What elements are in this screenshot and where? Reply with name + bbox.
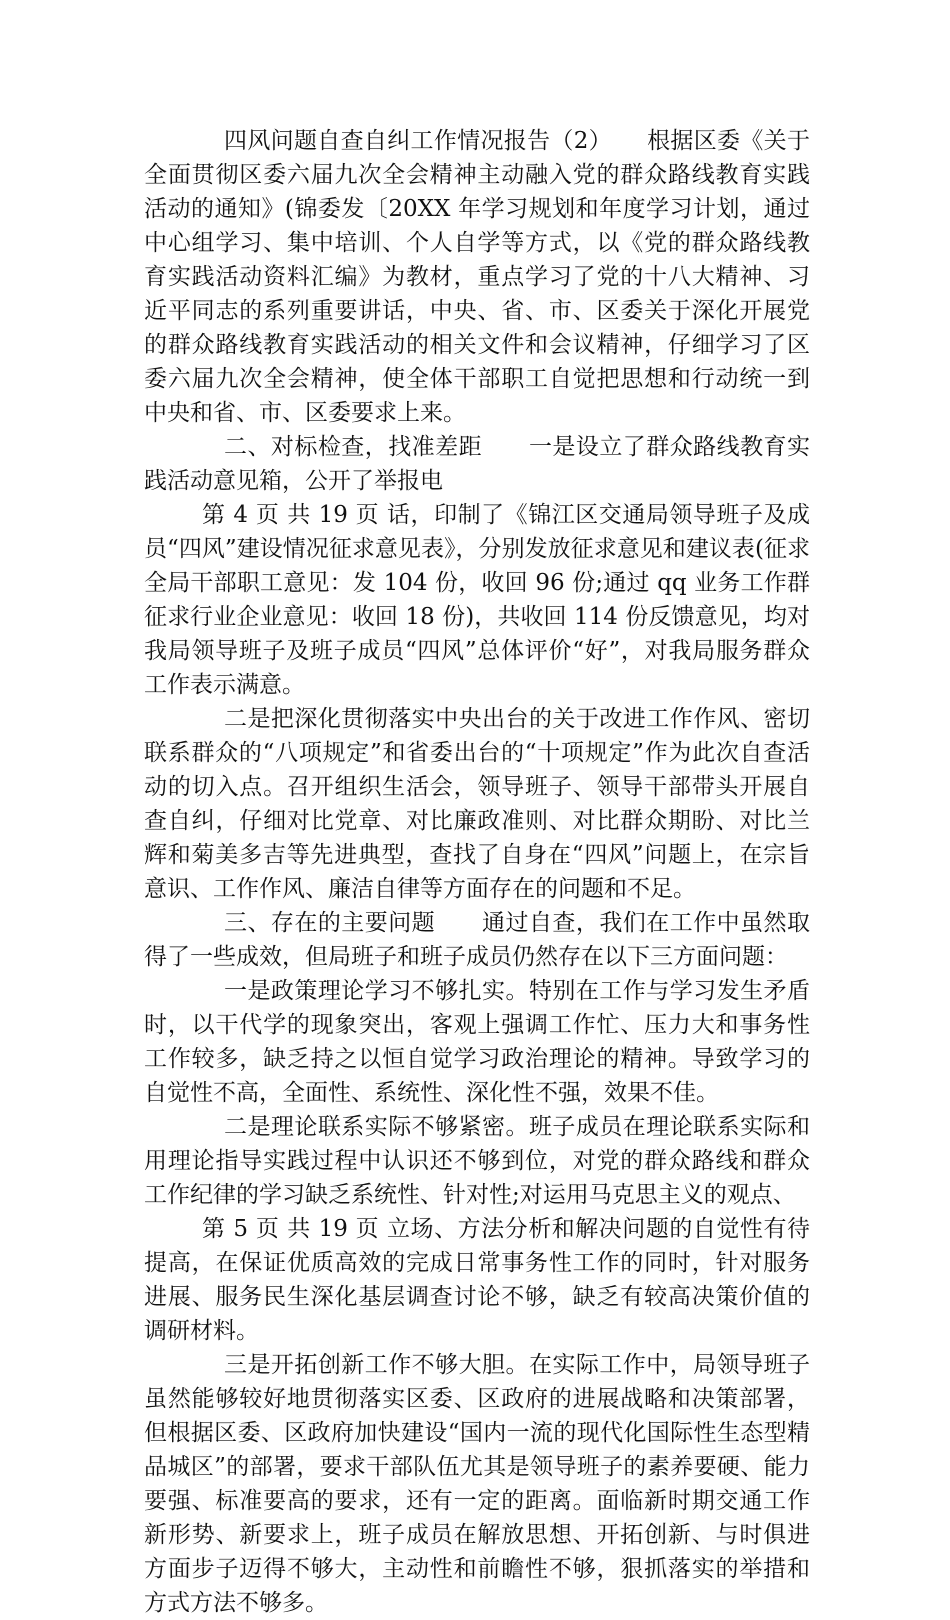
paragraph-problem-one: 一是政策理论学习不够扎实。特别在工作与学习发生矛盾时，以干代学的现象突出，客观上强调工作忙、压力大和事务性工作较多，缺乏持之以恒自觉学习政治理论的精神。导致学习的自觉性不高，全面性、系统性、深化性不强，效果不佳。: [144, 978, 810, 1106]
paragraph-problem-two: 二是理论联系实际不够紧密。班子成员在理论联系实际和用理论指导实践过程中认识还不够到位，对党的群众路线和群众工作纪律的学习缺乏系统性、针对性;对运用马克思主义的观点、: [144, 1114, 810, 1208]
paragraph-section-two-heading: 二、对标检查，找准差距 一是设立了群众路线教育实践活动意见箱，公开了举报电: [144, 434, 810, 494]
paragraph-intro: 四风问题自查自纠工作情况报告（2） 根据区委《关于全面贯彻区委六届九次全会精神主动融入党的群众路线教育实践活动的通知》(锦委发〔20XX 年学习规划和年度学习计划，通过中心组学习、集中培训、个人自学等方式，以《党的群众路线教育实践活动资料汇编》为教材，重点学习了党的十八大精神、习近平同志的系列重要讲话，中央、省、市、区委关于深化开展党的群众路线教育实践活动的相关文件和会议精神，仔细学习了区委六届九次全会精神，使全体干部职工自觉把思想和行动统一到中央和省、市、区委要求上来。: [144, 128, 810, 426]
paragraph-section-three-heading: 三、存在的主要问题 通过自查，我们在工作中虽然取得了一些成效，但局班子和班子成员仍然存在以下三方面问题：: [144, 910, 810, 970]
paragraph-problem-three: 三是开拓创新工作不够大胆。在实际工作中，局领导班子虽然能够较好地贯彻落实区委、区政府的进展战略和决策部署，但根据区委、区政府加快建设“国内一流的现代化国际性生态型精品城区”的部署，要求干部队伍尤其是领导班子的素养要硬、能力要强、标准要高的要求，还有一定的距离。面临新时期交通工作新形势、新要求上，班子成员在解放思想、开拓创新、与时俱进方面步子迈得不够大，主动性和前瞻性不够，狠抓落实的举措和方式方法不够多。: [144, 1352, 810, 1616]
paragraph-page-5-continuation: 第 5 页 共 19 页 立场、方法分析和解决问题的自觉性有待提高，在保证优质高效的完成日常事务性工作的同时，针对服务进展、服务民生深化基层调查讨论不够，缺乏有较高决策价值的调研材料。: [144, 1216, 810, 1344]
paragraph-page-4-continuation: 第 4 页 共 19 页 话，印制了《锦江区交通局领导班子及成员“四风”建设情况征求意见表》，分别发放征求意见和建议表(征求全局干部职工意见：发 104 份，收回 96 份;通过 qq 业务工作群征求行业企业意见：收回 18 份)，共收回 114 份反馈意见，均对我局领导班子及班子成员“四风”总体评价“好”，对我局服务群众工作表示满意。: [144, 502, 810, 698]
paragraph-point-two: 二是把深化贯彻落实中央出台的关于改进工作作风、密切联系群众的“八项规定”和省委出台的“十项规定”作为此次自查活动的切入点。召开组织生活会，领导班子、领导干部带头开展自查自纠，仔细对比党章、对比廉政准则、对比群众期盼、对比兰辉和菊美多吉等先进典型，查找了自身在“四风”问题上，在宗旨意识、工作作风、廉洁自律等方面存在的问题和不足。: [144, 706, 810, 902]
document-body: [144, 124, 810, 1620]
